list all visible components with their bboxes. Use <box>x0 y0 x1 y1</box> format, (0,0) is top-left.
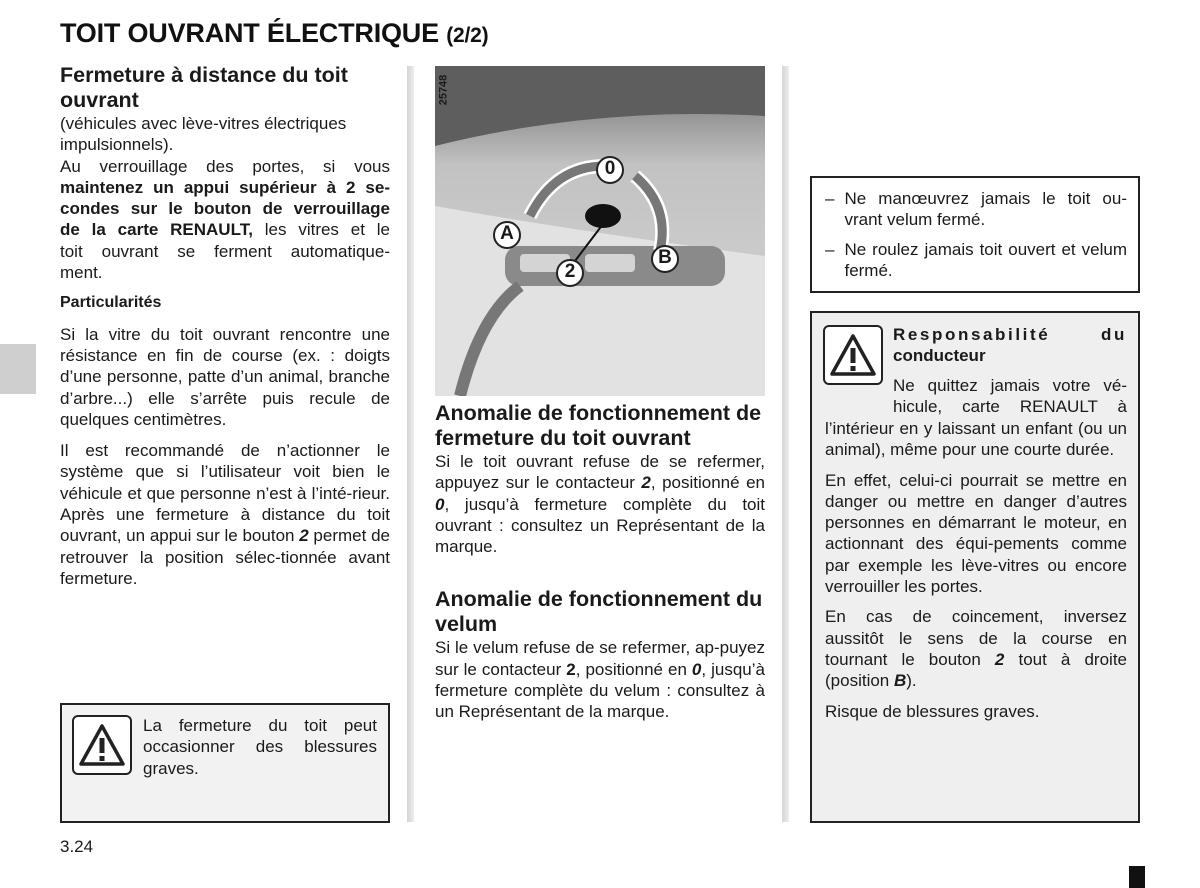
figure-ref: 25748 <box>437 74 450 106</box>
left-heading: Fermeture à distance du toit ouvrant <box>60 63 348 112</box>
page-title-sub: (2/2) <box>446 24 489 47</box>
figure-label-a: A <box>500 223 514 244</box>
middle-p2: Si le velum refuse de se refermer, ap-puyez sur le contacteur 2, positionné en 0, jusqu’à fermeture complète du velum : consultez à un Représentant de la marque. <box>435 638 765 722</box>
figure-label-b: B <box>658 247 672 268</box>
warning-icon <box>72 715 132 775</box>
warning-p1-c: l’intérieur en y laissant un enfant (ou un animal), même pour une courte durée. <box>825 419 1127 460</box>
left-p2-b1: maintenez un appui supérieur à 2 se- <box>60 177 390 197</box>
left-p2-l5: ment. <box>60 263 103 283</box>
section-tab <box>0 344 36 394</box>
left-column <box>60 63 390 589</box>
caution-box <box>810 176 1140 293</box>
warning-icon <box>823 325 883 385</box>
caution-item-2: – Ne roulez jamais toit ouvert et velum fermé. <box>825 240 1127 281</box>
middle-heading-2: Anomalie de fonctionnement du velum <box>435 587 763 637</box>
left-p3: Si la vitre du toit ouvrant rencontre une résistance en fin de course (ex. : doigts d’une personne, patte d’un animal, branche d’arbre...) elle s’arrête puis recule de quelques centimètres. <box>60 324 390 429</box>
left-p1-l1: (véhicules avec lève-vitres électriques <box>60 114 347 133</box>
roof-control-photo <box>435 66 765 396</box>
left-p2-l1: Au verrouillage des portes, si vous <box>60 156 390 176</box>
left-p2-l3: de la carte RENAULT, les vitres et le <box>60 220 390 240</box>
warning-box-left <box>60 703 390 823</box>
corner-mark <box>1129 866 1145 888</box>
warning-p1-a: Ne quittez jamais votre vé- <box>893 375 1127 395</box>
caution-item-1: – Ne manœuvrez jamais le toit ou-vrant velum fermé. <box>825 189 1127 230</box>
left-p2-l4: toit ouvrant se ferment automatique- <box>60 241 390 261</box>
warning-p4: Risque de blessures graves. <box>825 701 1040 721</box>
warning-title-1: Responsabilité du <box>893 325 1127 344</box>
figure-label-0: 0 <box>604 158 616 179</box>
left-subheading: Particularités <box>60 294 162 312</box>
middle-heading-1: Anomalie de fonctionnement de fermeture du toit ouvrant <box>435 401 762 450</box>
warning-p3: En cas de coincement, inversez aussitôt le sens de la course en tournant le bouton 2 tout à droite (position B). <box>825 607 1127 691</box>
column-separator <box>782 66 789 822</box>
figure-label-2: 2 <box>564 261 576 282</box>
column-separator <box>407 66 414 822</box>
middle-p1: Si le toit ouvrant refuse de se refermer, appuyez sur le contacteur 2, positionné en 0, jusqu’à fermeture complète du toit ouvrant : consultez un Représentant de la marque. <box>435 452 765 557</box>
left-p4: Il est recommandé de n’actionner le système que si l’utilisateur voit bien le véhicule et que personne n’est à l’inté-rieur. Après une fermeture à distance du toit ouvrant, un appui sur le bouton 2 permet de retrouver la position sélec-tionnée avant fermeture. <box>60 441 390 588</box>
warning-box-right <box>810 311 1140 823</box>
warning-p2: En effet, celui-ci pourrait se mettre en danger ou mettre en danger d’autres personnes en démarrant le moteur, en actionnant des équi-pements comme par exemple les lève-vitres ou encore verrouiller les portes. <box>825 470 1127 597</box>
left-p1-l2: impulsionnels). <box>60 135 174 155</box>
page-number: 3.24 <box>60 837 94 856</box>
left-p2-b2: condes sur le bouton de verrouillage <box>60 199 390 219</box>
middle-column <box>435 401 765 723</box>
warning-title-2: conducteur <box>893 346 986 366</box>
warning-p1-b: hicule, carte RENAULT à <box>893 396 1127 416</box>
warning-right-body <box>825 418 1127 722</box>
roof-control-figure <box>435 66 765 396</box>
warning-text-left: La fermeture du toit peut occasionner des blessures graves. <box>143 716 377 778</box>
page-title <box>60 18 488 49</box>
warning-right-header <box>893 324 1127 417</box>
page-title-main: TOIT OUVRANT ÉLECTRIQUE <box>60 18 439 48</box>
